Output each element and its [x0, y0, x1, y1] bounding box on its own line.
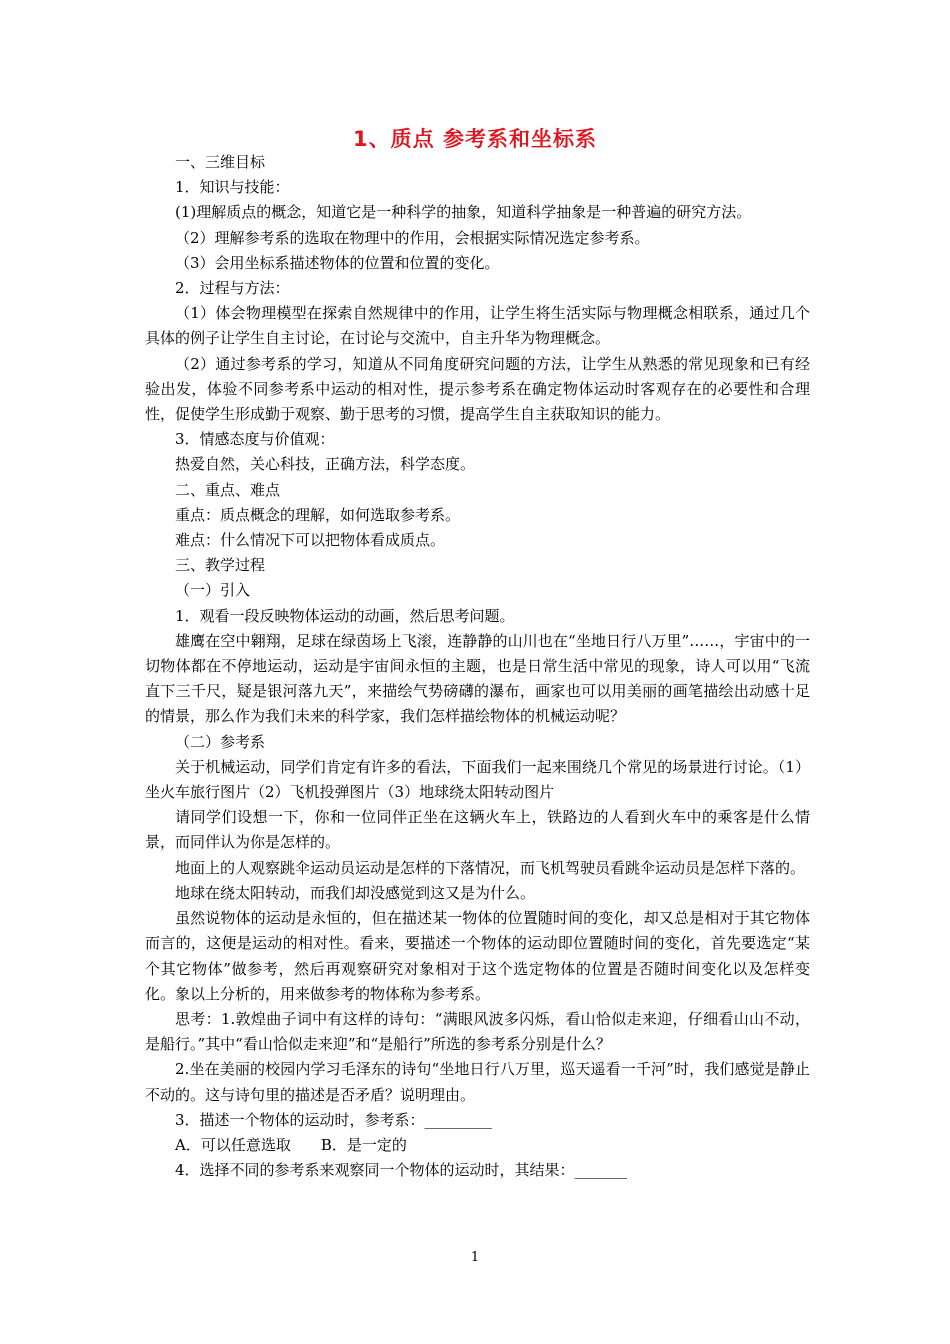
paragraph: 1．观看一段反映物体运动的动画，然后思考问题。 — [175, 606, 515, 625]
paragraph: （一）引入 — [175, 581, 251, 600]
paragraph: （二）参考系 — [175, 732, 266, 751]
paragraph: （2）通过参考系的学习，知道从不同角度研究问题的方法，让学生从熟悉的常见现象和已有经验出发，体验不同参考系中运动的相对性，提示参考系在确定物体运动时客观存在的必要性和合理性，促使学生形成勤于观察、勤于思考的习惯，提高学生自主获取知识的能力。 — [145, 354, 810, 424]
paragraph: 思考：1.敦煌曲子词中有这样的诗句：“满眼风波多闪烁，看山恰似走来迎，仔细看山山不动，是船行。”其中“看山恰似走来迎”和“是船行”所选的参考系分别是什么？ — [145, 1009, 810, 1054]
paragraph: 关于机械运动，同学们肯定有许多的看法，下面我们一起来围绕几个常见的场景进行讨论。（1）坐火车旅行图片（2）飞机投弹图片（3）地球绕太阳转动图片 — [145, 757, 810, 802]
paragraph: 2.坐在美丽的校园内学习毛泽东的诗句“坐地日行八万里，巡天遥看一千河”时，我们感觉是静止不动的。这与诗句里的描述是否矛盾？说明理由。 — [145, 1060, 810, 1104]
paragraph: 雄鹰在空中翱翔，足球在绿茵场上飞滚，连静静的山川也在“坐地日行八万里”……，宇宙中的一切物体都在不停地运动，运动是宇宙间永恒的主题，也是日常生活中常见的现象，诗人可以用“飞流直下三千尺，疑是银河落九天”，来描绘气势磅礴的瀑布，画家也可以用美丽的画笔描绘出动感十足的情景，那么作为我们未来的科学家，我们怎样描绘物体的机械运动呢？ — [145, 631, 810, 726]
paragraph: （2）理解参考系的选取在物理中的作用，会根据实际情况选定参考系。 — [175, 228, 650, 247]
document-body — [145, 150, 810, 1183]
paragraph: （1）体会物理模型在探索自然规律中的作用，让学生将生活实际与物理概念相联系，通过几个具体的例子让学生自主讨论，在讨论与交流中，自主升华为物理概念。 — [145, 304, 810, 348]
paragraph: 重点：质点概念的理解，如何选取参考系。 — [175, 505, 461, 524]
paragraph: 地面上的人观察跳伞运动员运动是怎样的下落情况，而飞机驾驶员看跳伞运动员是怎样下落的。 — [175, 858, 806, 877]
paragraph: 4．选择不同的参考系来观察同一个物体的运动时，其结果：_______ — [175, 1161, 628, 1180]
paragraph: A．可以任意选取 B．是一定的 — [175, 1135, 407, 1154]
paragraph: （3）会用坐标系描述物体的位置和位置的变化。 — [175, 253, 500, 272]
paragraph: 虽然说物体的运动是永恒的，但在描述某一物体的位置随时间的变化，却又总是相对于其它物体而言的，这便是运动的相对性。看来，要描述一个物体的运动即位置随时间的变化，首先要选定“某个其它物体”做参考，然后再观察研究对象相对于这个选定物体的位置是否随时间变化以及怎样变化。象以上分析的，用来做参考的物体称为参考系。 — [145, 909, 810, 1003]
paragraph: 地球在绕太阳转动，而我们却没感觉到这又是为什么。 — [175, 883, 536, 902]
paragraph: 二、重点、难点 — [175, 480, 281, 499]
paragraph: 3．描述一个物体的运动时，参考系：_________ — [175, 1110, 493, 1129]
page-number: 1 — [470, 1250, 480, 1265]
paragraph: 难点：什么情况下可以把物体看成质点。 — [175, 531, 446, 550]
paragraph: 请同学们设想一下，你和一位同伴正坐在这辆火车上，铁路边的人看到火车中的乘客是什么情景，而同伴认为你是怎样的。 — [145, 808, 810, 852]
paragraph: 热爱自然，关心科技，正确方法，科学态度。 — [175, 455, 476, 474]
paragraph: 三、教学过程 — [175, 556, 266, 575]
paragraph: (1)理解质点的概念，知道它是一种科学的抽象，知道科学抽象是一种普遍的研究方法。 — [175, 203, 752, 222]
page-title: 1、质点 参考系和坐标系 — [353, 127, 597, 151]
paragraph: 2．过程与方法： — [175, 279, 290, 298]
paragraph: 一、三维目标 — [175, 153, 266, 171]
paragraph: 1．知识与技能： — [175, 178, 290, 197]
paragraph: 3．情感态度与价值观： — [175, 430, 335, 449]
